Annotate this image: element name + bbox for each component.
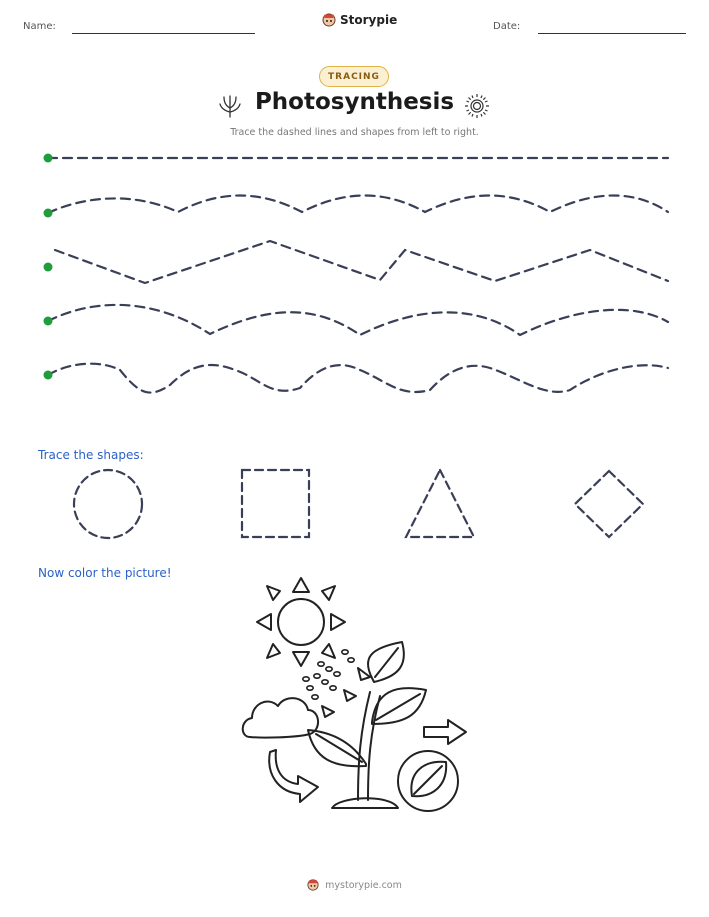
instructions: Trace the dashed lines and shapes from left to right. — [230, 127, 479, 138]
footer — [0, 879, 709, 891]
trace-shape-diamond — [575, 471, 643, 537]
trace-shape-triangle — [406, 470, 474, 537]
name-label: Name: — [23, 21, 56, 32]
brand-logo — [322, 13, 397, 27]
storypie-mascot-icon — [307, 879, 319, 891]
sun-ray — [267, 644, 280, 658]
trace-line-bumpy-wave — [48, 364, 668, 393]
soil-mound — [332, 798, 398, 808]
trace-start-dot — [44, 263, 53, 272]
photosynthesis-plant-illustration[interactable] — [240, 572, 470, 822]
trace-shape-circle — [74, 470, 142, 538]
date-field[interactable] — [538, 33, 686, 34]
trace-start-dot — [44, 209, 53, 218]
sun-ray — [267, 586, 280, 600]
curved-arrow-drawing — [269, 750, 318, 802]
arrow-right-drawing — [424, 720, 466, 744]
trace-start-dot — [44, 317, 53, 326]
tracing-badge: TRACING — [319, 66, 389, 87]
color-section-label: Now color the picture! — [38, 566, 172, 580]
trace-line-smooth-wave — [48, 196, 668, 214]
sun-drawing — [278, 599, 324, 645]
sun-ray — [257, 614, 271, 630]
trace-line-zigzag — [55, 241, 668, 283]
name-field[interactable] — [72, 33, 255, 34]
trace-shape-square — [242, 470, 309, 537]
date-label: Date: — [493, 21, 521, 32]
sun-ray — [331, 614, 345, 630]
cloud-drawing — [243, 698, 318, 737]
sun-ray — [293, 578, 309, 592]
page-title: Photosynthesis — [254, 89, 455, 115]
shapes-section-label: Trace the shapes: — [38, 448, 144, 462]
trace-start-dot — [44, 154, 53, 163]
sun-ray — [322, 586, 335, 600]
plant-stem — [358, 692, 380, 800]
trace-start-dot — [44, 371, 53, 380]
trace-shapes[interactable] — [0, 466, 709, 546]
brand-name: Storypie — [340, 13, 398, 27]
footer-site[interactable]: mystorypie.com — [325, 879, 402, 891]
storypie-mascot-icon — [322, 13, 336, 27]
sun-ray — [322, 644, 335, 658]
sun-icon — [464, 93, 490, 119]
tracing-lines[interactable] — [0, 140, 709, 400]
trace-line-gentle-wave — [48, 305, 668, 335]
sun-ray — [293, 652, 309, 666]
